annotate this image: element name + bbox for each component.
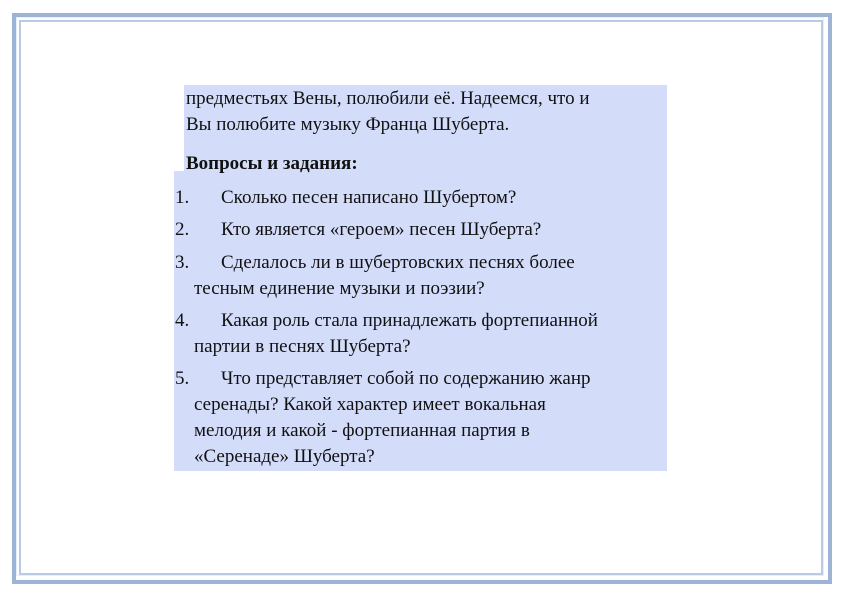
intro-line-2: Вы полюбите музыку Франца Шуберта. bbox=[186, 114, 510, 135]
question-number: 1. bbox=[175, 187, 190, 208]
question-text: серенады? Какой характер имеет вокальная bbox=[194, 394, 546, 415]
question-text: Сделалось ли в шубертовских песнях более bbox=[221, 252, 575, 273]
question-text: партии в песнях Шуберта? bbox=[194, 336, 411, 357]
question-number: 2. bbox=[175, 219, 190, 240]
intro-line-1: предместьях Вены, полюбили её. Надеемся, что и bbox=[186, 88, 590, 109]
question-text: Что представляет собой по содержанию жанр bbox=[221, 368, 591, 389]
question-text: Сколько песен написано Шубертом? bbox=[221, 187, 517, 208]
question-number: 5. bbox=[175, 368, 190, 389]
questions-heading: Вопросы и задания: bbox=[186, 153, 358, 174]
question-text: Кто является «героем» песен Шуберта? bbox=[221, 219, 542, 240]
question-number: 3. bbox=[175, 252, 190, 273]
question-number: 4. bbox=[175, 310, 190, 331]
question-text: «Серенаде» Шуберта? bbox=[194, 446, 375, 467]
text-block bbox=[174, 85, 667, 471]
question-text: тесным единение музыки и поэзии? bbox=[194, 278, 485, 299]
question-text: мелодия и какой - фортепианная партия в bbox=[194, 420, 530, 441]
question-text: Какая роль стала принадлежать фортепианной bbox=[221, 310, 598, 331]
